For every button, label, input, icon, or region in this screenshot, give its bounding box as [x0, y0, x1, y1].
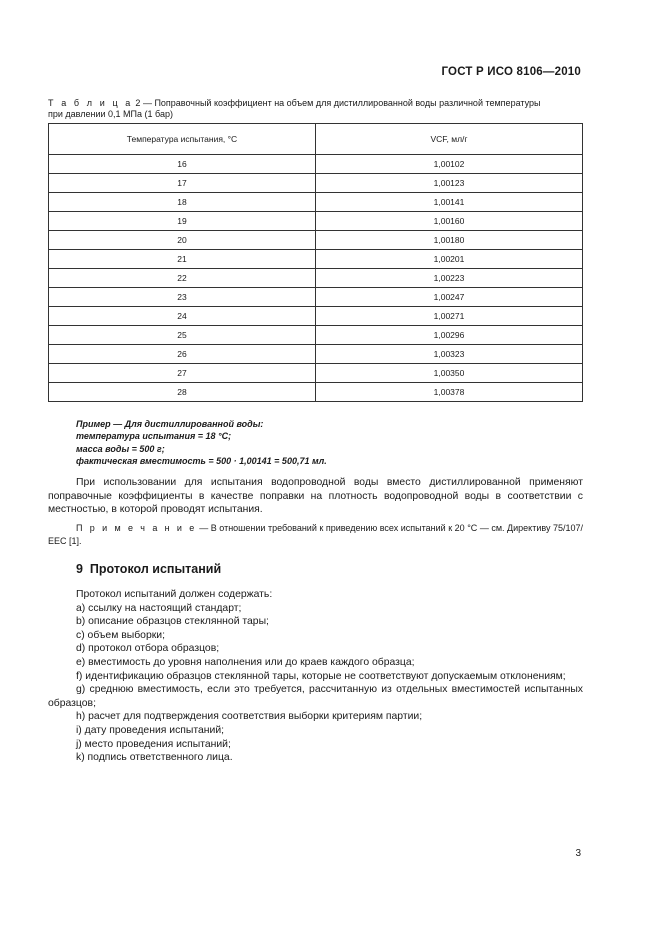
- section-title: Протокол испытаний: [89, 562, 222, 576]
- section-heading: [76, 562, 221, 576]
- cell-vcf: 1,00247: [316, 288, 583, 307]
- list-item: е) вместимость до уровня наполнения или до краев каждого образца;: [76, 656, 415, 668]
- table-row: [49, 174, 583, 193]
- note-label: П р и м е ч а н и е: [76, 523, 197, 533]
- cell-vcf: 1,00350: [316, 364, 583, 383]
- list-item: а) ссылку на настоящий стандарт;: [76, 602, 242, 614]
- example-temperature: температура испытания = 18 °С;: [76, 431, 232, 442]
- protocol-intro: Протокол испытаний должен содержать:: [76, 589, 273, 600]
- cell-temperature: 26: [49, 345, 316, 364]
- table-header-row: [49, 124, 583, 155]
- table-row: [49, 364, 583, 383]
- cell-temperature: 27: [49, 364, 316, 383]
- table-row: [49, 250, 583, 269]
- example-block: [76, 418, 327, 467]
- protocol-list: [48, 588, 583, 765]
- list-item: j) место проведения испытаний;: [76, 738, 231, 750]
- table-caption: [48, 98, 588, 120]
- note-text: — В отношении требований к приведению всех испытаний к 20 °С — см. Директиву 75/107/ЕЕС [1].: [48, 523, 584, 546]
- cell-temperature: 23: [49, 288, 316, 307]
- cell-vcf: 1,00296: [316, 326, 583, 345]
- col-header-temperature: Температура испытания, °С: [49, 124, 316, 155]
- cell-vcf: 1,00271: [316, 307, 583, 326]
- cell-vcf: 1,00141: [316, 193, 583, 212]
- table-row: [49, 155, 583, 174]
- col-header-vcf: VCF, мл/г: [316, 124, 583, 155]
- cell-temperature: 19: [49, 212, 316, 231]
- list-item: k) подпись ответственного лица.: [76, 752, 233, 764]
- example-capacity: фактическая вместимость = 500 · 1,00141 = 500,71 мл.: [76, 455, 327, 466]
- list-item: d) протокол отбора образцов;: [76, 643, 220, 655]
- section-number: 9: [76, 562, 83, 576]
- example-mass: масса воды = 500 г;: [76, 443, 165, 454]
- cell-vcf: 1,00102: [316, 155, 583, 174]
- table-row: [49, 193, 583, 212]
- note-block: [48, 522, 583, 548]
- table-row: [49, 345, 583, 364]
- cell-vcf: 1,00180: [316, 231, 583, 250]
- paragraph-tap-water-text: При использовании для испытания водопроводной воды вместо дистиллированной применяют поправочные коэффициенты в качестве поправки на плотность водопроводной воды в соответствии с местностью, в которой проводят испытания.: [48, 477, 583, 516]
- vcf-table: [48, 123, 583, 402]
- table-row: [49, 326, 583, 345]
- cell-temperature: 17: [49, 174, 316, 193]
- cell-vcf: 1,00323: [316, 345, 583, 364]
- table-caption-text: — Поправочный коэффициент на объем для дистиллированной воды различной температуры: [140, 98, 541, 108]
- table-row: [49, 231, 583, 250]
- list-item: i) дату проведения испытаний;: [76, 724, 225, 736]
- page-number: 3: [575, 848, 581, 859]
- list-item: f) идентификацию образцов стеклянной тары, которые не соответствуют допускаемым отклонениям;: [76, 670, 566, 682]
- cell-temperature: 16: [49, 155, 316, 174]
- cell-temperature: 25: [49, 326, 316, 345]
- example-title: Пример — Для дистиллированной воды:: [76, 419, 264, 429]
- paragraph-tap-water: [48, 476, 583, 517]
- cell-temperature: 18: [49, 193, 316, 212]
- table-caption-label: Т а б л и ц а: [48, 98, 133, 108]
- table-row: [49, 212, 583, 231]
- cell-vcf: 1,00223: [316, 269, 583, 288]
- table-caption-text-line2: при давлении 0,1 МПа (1 бар): [48, 109, 173, 119]
- cell-temperature: 28: [49, 383, 316, 402]
- list-item: с) объем выборки;: [76, 629, 165, 641]
- list-item: b) описание образцов стеклянной тары;: [76, 616, 269, 628]
- cell-temperature: 20: [49, 231, 316, 250]
- cell-vcf: 1,00123: [316, 174, 583, 193]
- cell-temperature: 24: [49, 307, 316, 326]
- list-item: g) среднюю вместимость, если это требуется, рассчитанную из отдельных вместимостей испытанных образцов;: [48, 684, 583, 709]
- table-row: [49, 307, 583, 326]
- cell-temperature: 22: [49, 269, 316, 288]
- table-row: [49, 288, 583, 307]
- document-header: ГОСТ Р ИСО 8106—2010: [441, 66, 581, 78]
- cell-vcf: 1,00160: [316, 212, 583, 231]
- table-row: [49, 269, 583, 288]
- table-caption-number: 2: [135, 98, 141, 108]
- cell-vcf: 1,00201: [316, 250, 583, 269]
- cell-temperature: 21: [49, 250, 316, 269]
- list-item: h) расчет для подтверждения соответствия выборки критериям партии;: [76, 711, 423, 723]
- cell-vcf: 1,00378: [316, 383, 583, 402]
- table-row: [49, 383, 583, 402]
